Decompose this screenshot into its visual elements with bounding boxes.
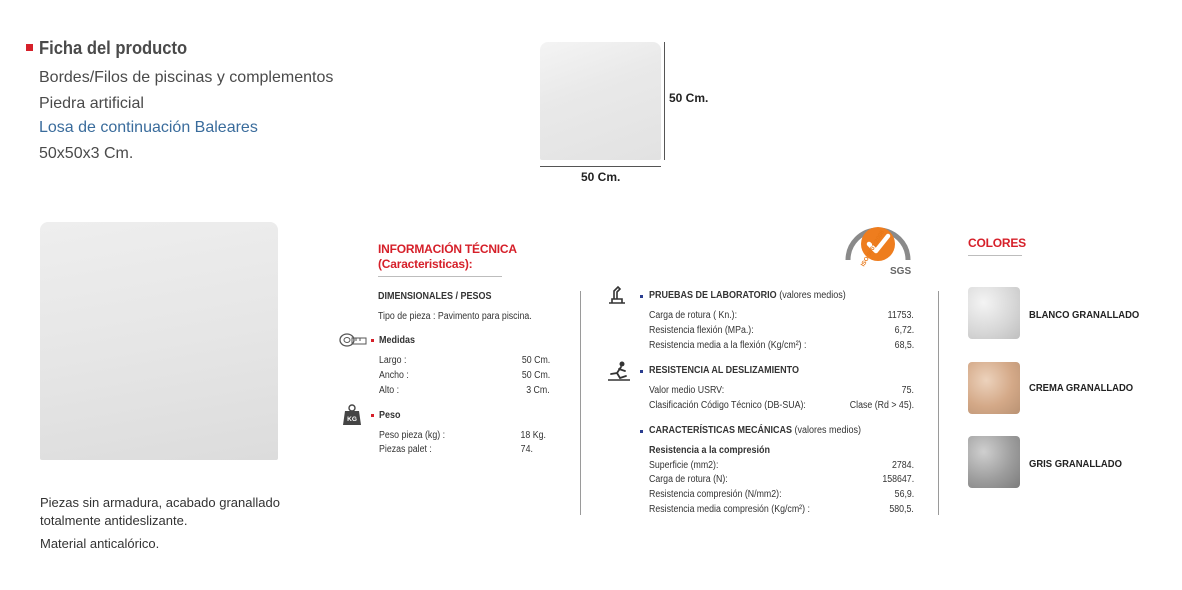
color-label-crema: CREMA GRANALLADO [1029, 382, 1134, 394]
colors-heading: COLORES [968, 236, 1026, 250]
weight-icon-text: KG [347, 416, 357, 423]
mech-heading-suffix: (valores medios) [794, 425, 862, 436]
product-image [40, 222, 278, 460]
peso-pieza-label: Peso pieza (kg) : [379, 430, 446, 441]
width-dimension-line [540, 166, 661, 167]
ancho-label: Ancho : [379, 370, 409, 381]
mech-row-1-value: 2784. [891, 460, 914, 471]
lab-row-3-value: 68,5. [894, 340, 914, 351]
mech-row-2-label: Carga de rotura (N): [649, 474, 728, 485]
swatch-crema[interactable] [968, 362, 1020, 414]
height-label: 50 Cm. [669, 91, 709, 105]
lab-row-3-label: Resistencia media a la flexión (Kg/cm²) : [649, 340, 807, 351]
largo-label: Largo : [379, 355, 407, 366]
lab-bullet [640, 295, 643, 298]
slip-row-1-label: Valor medio USRV: [649, 385, 725, 396]
lab-heading-suffix: (valores medios) [779, 290, 846, 301]
width-label: 50 Cm. [581, 170, 621, 184]
dimension-diagram-tile [540, 42, 661, 160]
medidas-bullet [371, 339, 374, 342]
lab-row-2-label: Resistencia flexión (MPa.): [649, 325, 754, 336]
product-size: 50x50x3 Cm. [39, 145, 134, 162]
material-line: Piedra artificial [39, 95, 144, 112]
mech-row-3-label: Resistencia compresión (N/mm2): [649, 489, 782, 500]
largo-value: 50 Cm. [521, 355, 550, 366]
mech-row-2-value: 158647. [882, 474, 914, 485]
swatch-gris[interactable] [968, 436, 1020, 488]
piezas-palet-value: 74. [520, 444, 533, 455]
description-line-2: totalmente antideslizante. [40, 513, 188, 528]
lab-heading-wrap [649, 290, 846, 301]
lab-row-1-label: Carga de rotura ( Kn.): [649, 310, 738, 321]
lab-row-1-value: 11753. [887, 310, 914, 321]
category-line: Bordes/Filos de piscinas y complementos [39, 69, 334, 86]
mech-heading: CARACTERÍSTICAS MECÁNICAS [649, 425, 793, 436]
color-label-gris: GRIS GRANALLADO [1029, 458, 1122, 470]
mech-row-1-label: Superficie (mm2): [649, 460, 719, 471]
slip-heading: RESISTENCIA AL DESLIZAMIENTO [649, 365, 800, 376]
peso-label: Peso [379, 410, 401, 421]
mech-heading-wrap [649, 425, 861, 436]
lab-heading: PRUEBAS DE LABORATORIO [649, 290, 777, 301]
iso-certification-logo [840, 208, 916, 280]
ancho-value: 50 Cm. [521, 370, 550, 381]
medidas-label: Medidas [379, 335, 416, 346]
column-divider-right [938, 291, 939, 515]
tech-info-rule [378, 276, 502, 277]
description-line-1: Piezas sin armadura, acabado granallado [40, 495, 280, 510]
piece-type: Tipo de pieza : Pavimento para piscina. [378, 311, 532, 322]
slip-row-2-label: Clasificación Código Técnico (DB-SUA): [649, 400, 806, 411]
mech-bullet [640, 430, 643, 433]
height-dimension-line [664, 42, 665, 160]
colors-rule [968, 255, 1022, 256]
weight-icon [342, 404, 362, 426]
header-bullet [26, 44, 33, 51]
swatch-blanco[interactable] [968, 287, 1020, 339]
slip-bullet [640, 370, 643, 373]
lab-row-2-value: 6,72. [894, 325, 914, 336]
mech-subheading: Resistencia a la compresión [649, 445, 771, 456]
slip-icon [606, 360, 632, 382]
slip-row-1-value: 75. [901, 385, 914, 396]
slip-row-2-value: Clase (Rd > 45). [849, 400, 914, 411]
color-label-blanco: BLANCO GRANALLADO [1029, 309, 1140, 321]
tech-info-title: INFORMACIÓN TÉCNICA [378, 242, 517, 256]
alto-label: Alto : [379, 385, 400, 396]
page-title: Ficha del producto [39, 38, 188, 58]
lab-test-icon [606, 285, 628, 305]
dims-heading: DIMENSIONALES / PESOS [378, 291, 492, 302]
mech-row-3-value: 56,9. [894, 489, 914, 500]
mech-row-4-label: Resistencia media compresión (Kg/cm²) : [649, 504, 810, 515]
mech-row-4-value: 580,5. [889, 504, 914, 515]
peso-pieza-value: 18 Kg. [520, 430, 546, 441]
column-divider-left [580, 291, 581, 515]
peso-bullet [371, 414, 374, 417]
iso-ring-text: ISO 9001:2008 [860, 229, 886, 268]
alto-value: 3 Cm. [526, 385, 550, 396]
tech-info-subtitle: (Caracteristicas): [378, 257, 473, 271]
tape-measure-icon [338, 331, 368, 349]
description-line-3: Material anticalórico. [40, 536, 160, 551]
sgs-brand-text: SGS [890, 266, 912, 277]
piezas-palet-label: Piezas palet : [379, 444, 432, 455]
product-name: Losa de continuación Baleares [39, 119, 258, 136]
